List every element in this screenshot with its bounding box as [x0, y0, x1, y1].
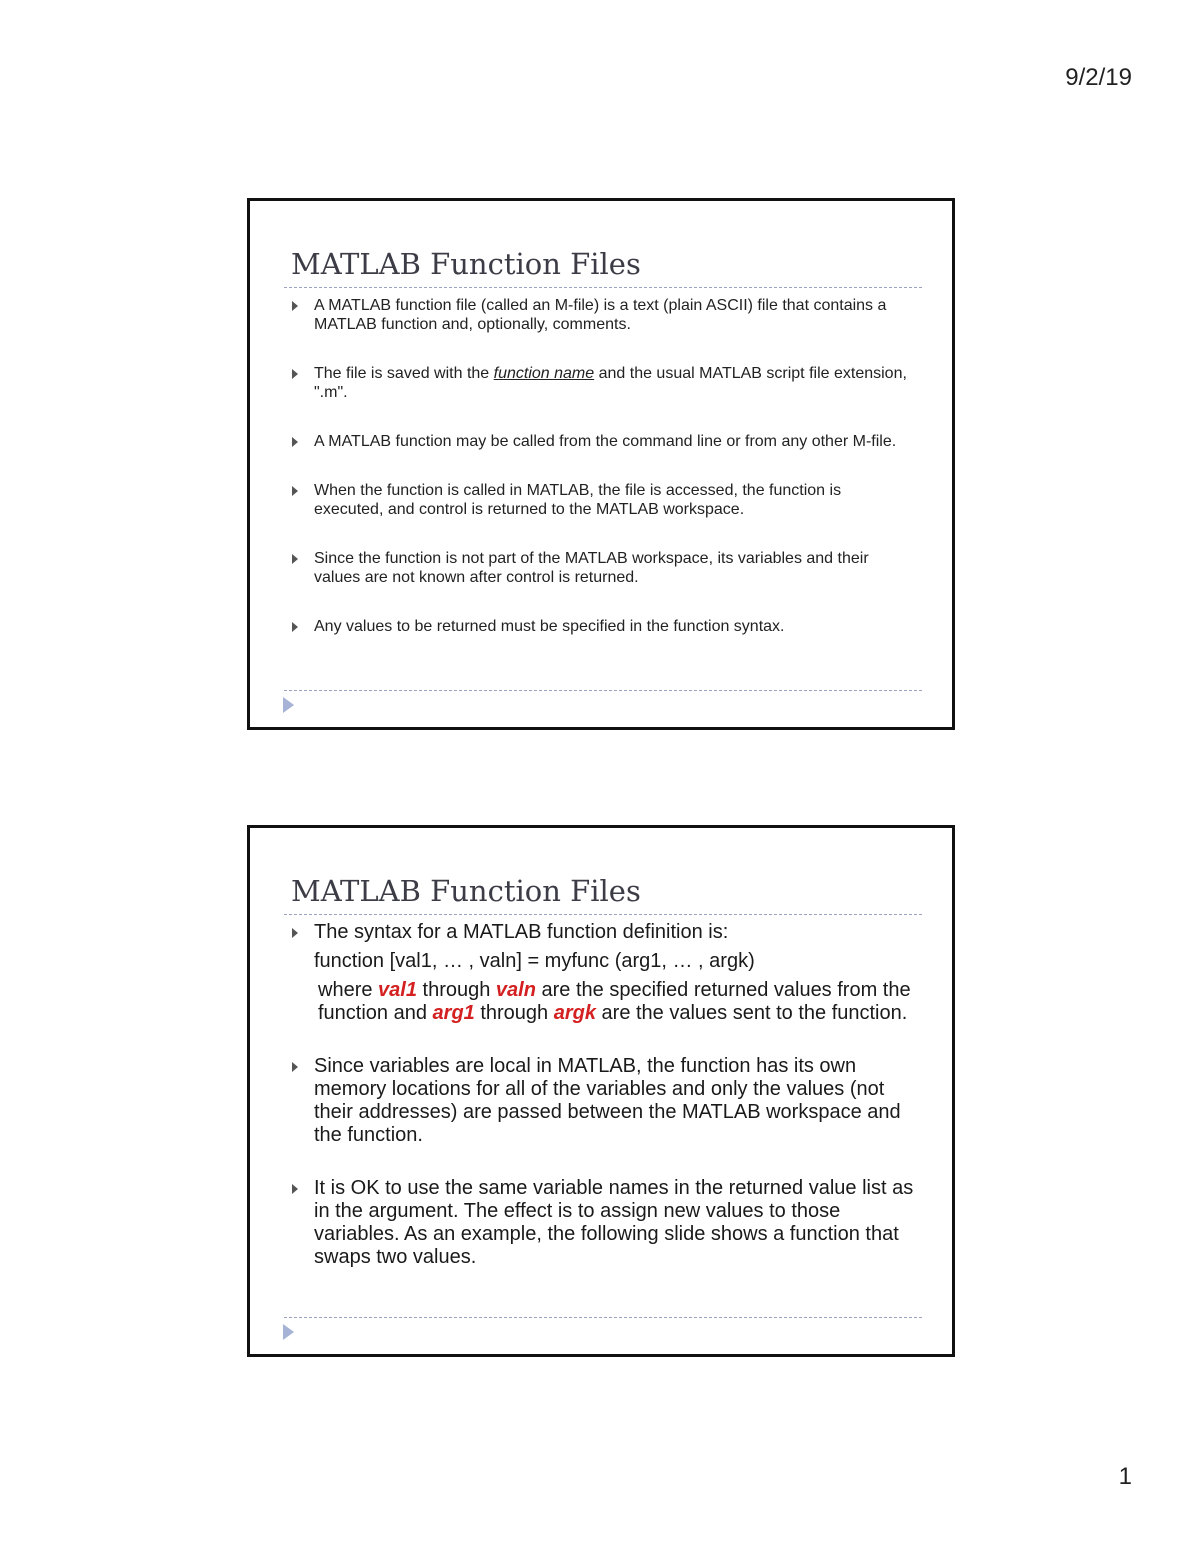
slide-title: MATLAB Function Files: [291, 247, 641, 281]
bullet-text: Any values to be returned must be specified in the function syntax.: [314, 618, 785, 635]
highlight-valn: valn: [495, 979, 536, 1001]
footer-divider: [284, 1317, 922, 1318]
highlight-arg1: arg1: [432, 1002, 475, 1024]
bullet-arrow-icon: [292, 622, 298, 632]
syntax-line: function [val1, … , valn] = myfunc (arg1, … , argk): [314, 950, 755, 972]
text-part: are the specified returned values from the function and: [318, 979, 911, 1024]
bullet-arrow-icon: [292, 1062, 298, 1072]
bullet-arrow-icon: [292, 554, 298, 564]
page-date: 9/2/19: [1065, 64, 1132, 91]
list-item: [292, 364, 912, 402]
list-item: [292, 481, 912, 519]
bullet-arrow-icon: [292, 1184, 298, 1194]
bullet-arrow-icon: [292, 301, 298, 311]
bullet-arrow-icon: [292, 369, 298, 379]
bullet-text-before: The file is saved with the: [314, 365, 494, 382]
bullet-text: When the function is called in MATLAB, the file is accessed, the function is executed, and control is returned to the MATLAB workspace.: [314, 482, 842, 518]
bullet-list: [292, 296, 912, 666]
bullet-text: A MATLAB function may be called from the command line or from any other M-file.: [314, 433, 897, 450]
list-item: [292, 1177, 922, 1269]
list-item: [292, 549, 912, 587]
list-item: [292, 296, 912, 334]
bullet-arrow-icon: [292, 437, 298, 447]
list-item: [292, 1055, 922, 1147]
bullet-arrow-icon: [292, 486, 298, 496]
slide-title: MATLAB Function Files: [291, 874, 641, 908]
syntax-intro: The syntax for a MATLAB function definition is:: [314, 921, 729, 943]
page-number: 1: [1118, 1463, 1132, 1490]
text-part: through: [474, 1002, 554, 1024]
highlight-argk: argk: [553, 1002, 596, 1024]
slide-2: [247, 825, 955, 1357]
bullet-text: Since the function is not part of the MATLAB workspace, its variables and their values are not known after control is returned.: [314, 550, 869, 586]
text-part: where: [318, 979, 379, 1001]
bullet-arrow-icon: [292, 928, 298, 938]
bullet-list: [292, 921, 922, 1269]
highlight-val1: val1: [378, 979, 417, 1001]
footer-arrow-icon: [283, 1324, 294, 1340]
bullet-text: Since variables are local in MATLAB, the function has its own memory locations for all of the variables and only the values (not their addresses) are passed between the MATLAB workspace and the function.: [314, 1055, 901, 1146]
text-part: through: [416, 979, 496, 1001]
list-item: [292, 921, 922, 1025]
list-item: [292, 617, 912, 636]
function-name-emphasis: function name: [493, 365, 595, 382]
list-item: [292, 432, 912, 451]
bullet-text: A MATLAB function file (called an M-file) is a text (plain ASCII) file that contains a MATLAB function and, optionally, comments.: [314, 297, 887, 333]
bullet-text: It is OK to use the same variable names in the returned value list as in the argument. The effect is to assign new values to those variables. As an example, the following slide shows a function that swaps two values.: [314, 1177, 914, 1268]
footer-arrow-icon: [283, 697, 294, 713]
footer-divider: [284, 690, 922, 691]
bullet-text-after: and the usual MATLAB script file extension, ".m".: [314, 365, 907, 401]
slide-1: [247, 198, 955, 730]
text-part: are the values sent to the function.: [595, 1002, 908, 1024]
title-divider: [284, 914, 922, 915]
syntax-explanation: [314, 979, 922, 1025]
title-divider: [284, 287, 922, 288]
